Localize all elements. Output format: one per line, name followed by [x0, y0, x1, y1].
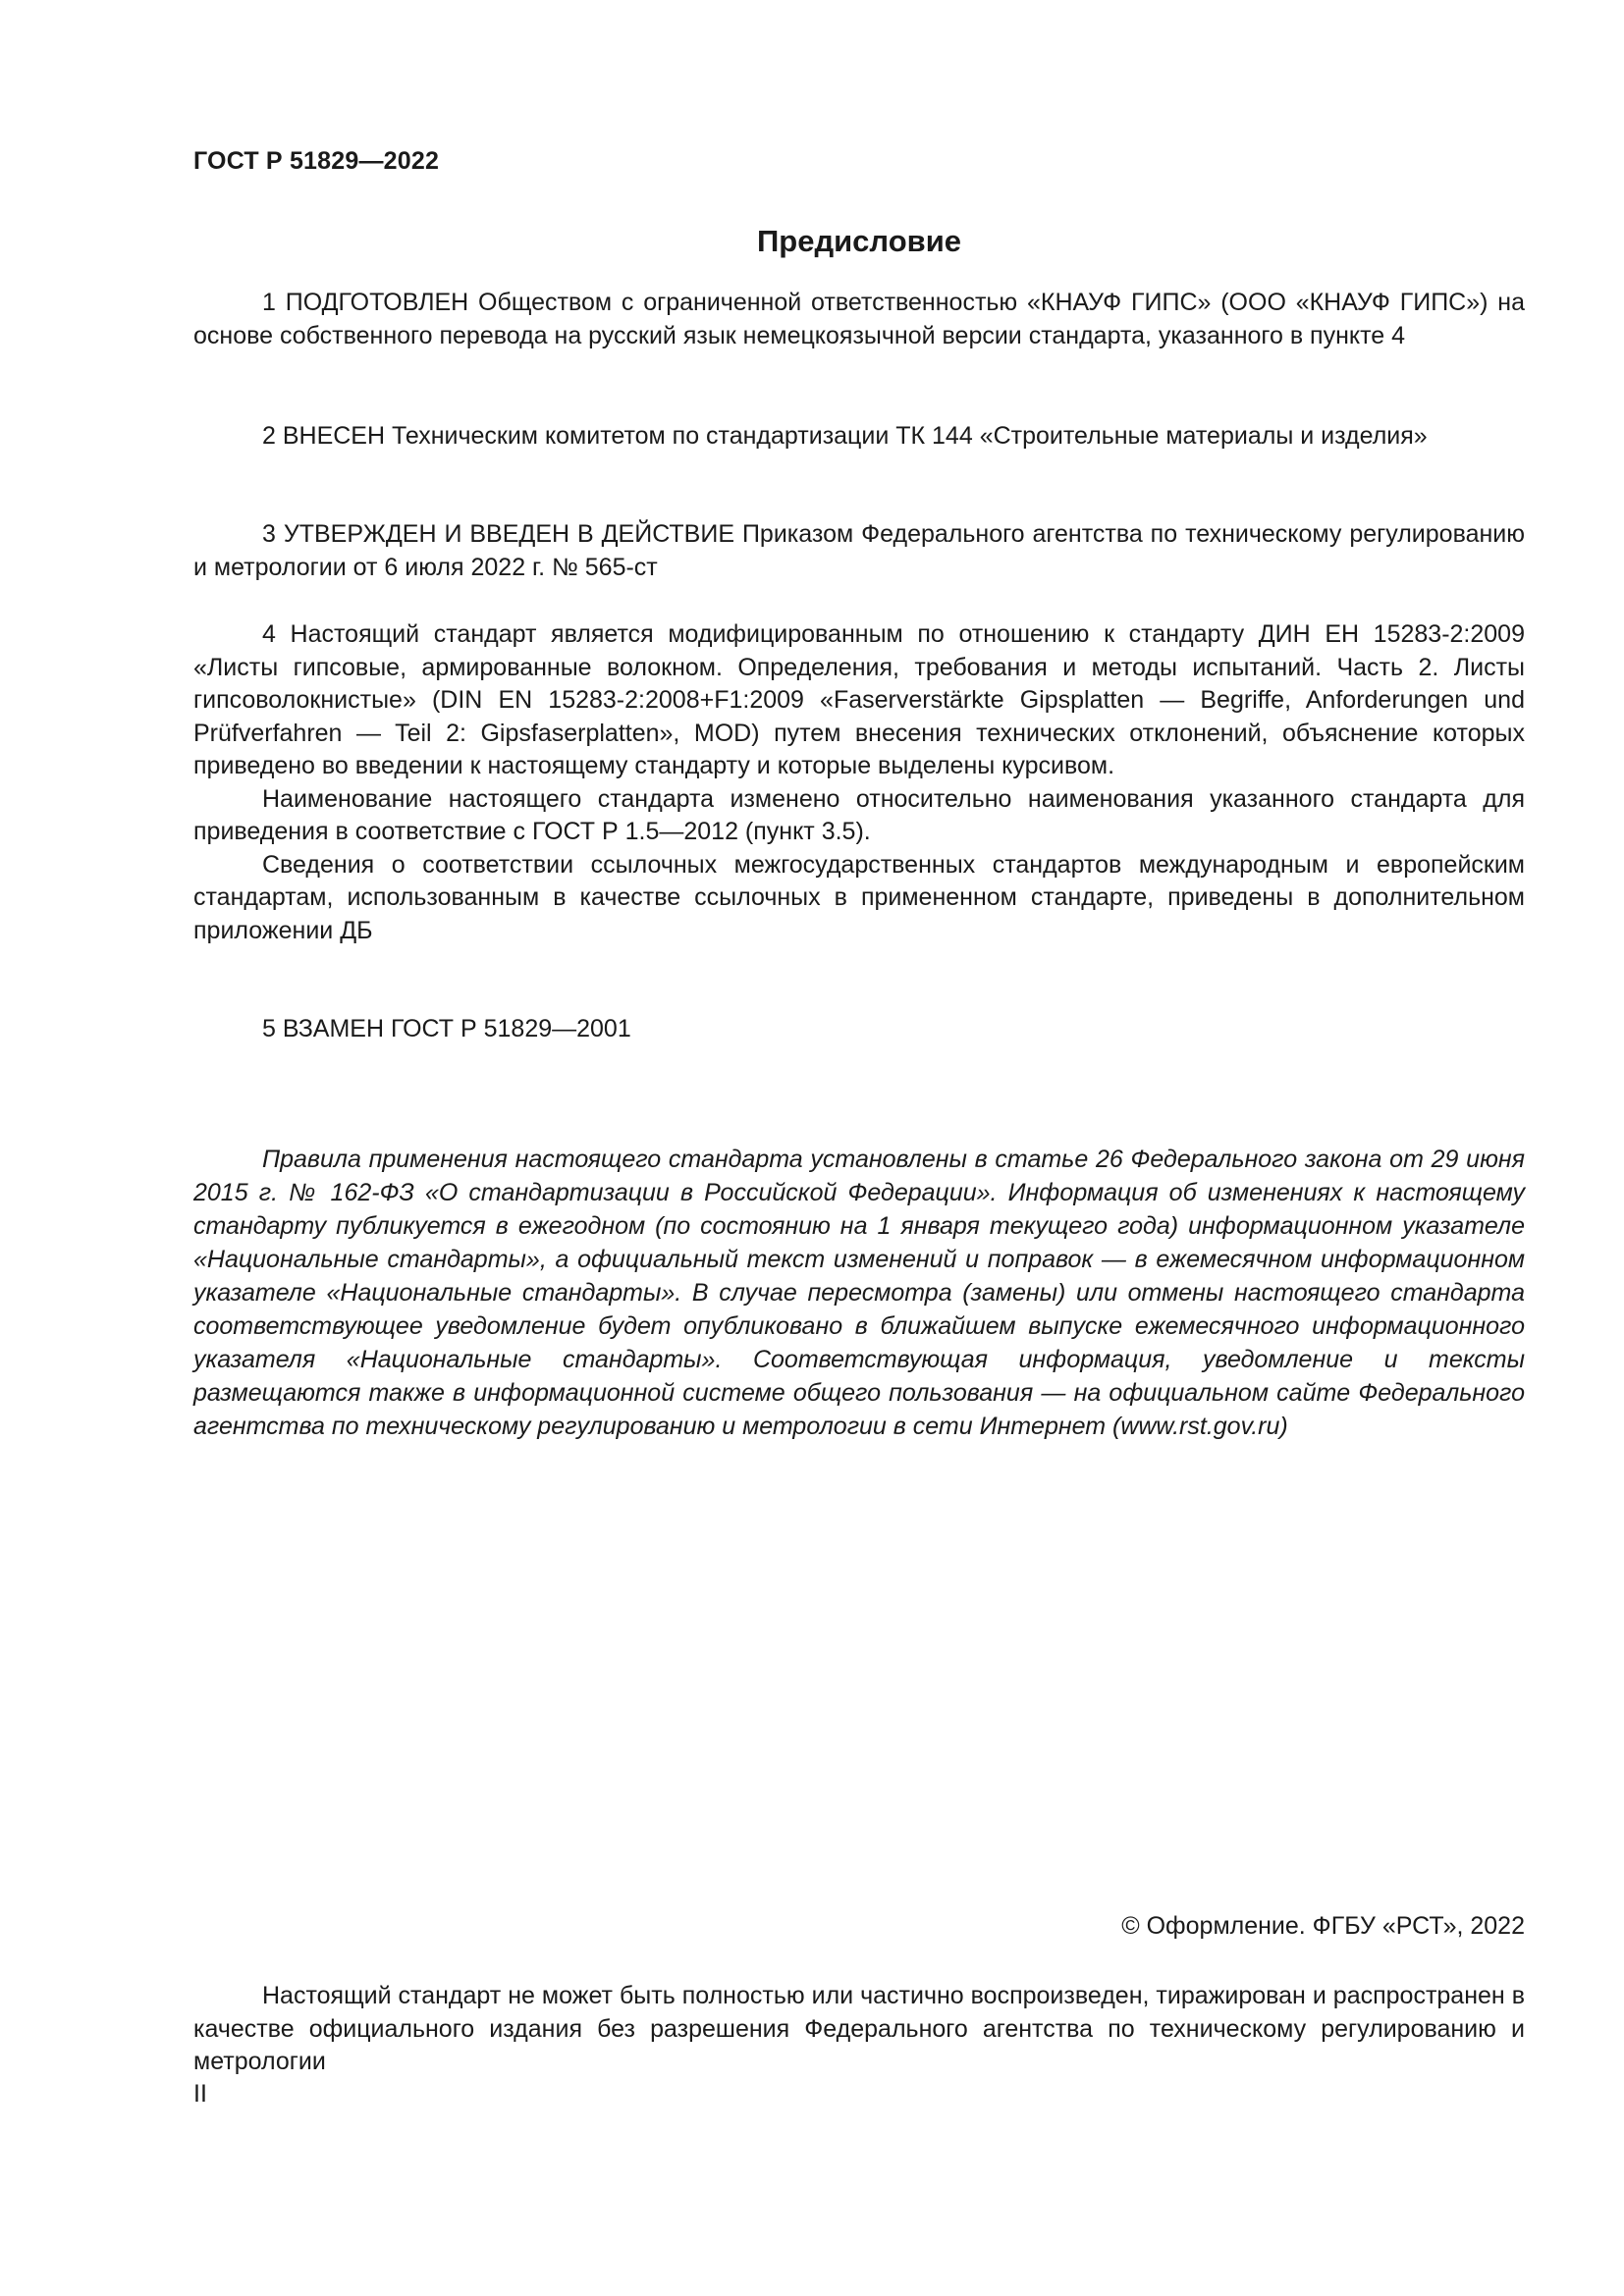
preface-item-5	[193, 1013, 1525, 1046]
page-title: Предисловие	[756, 224, 961, 258]
page-number: II	[193, 2080, 207, 2108]
document-code-header: ГОСТ Р 51829—2022	[193, 147, 440, 175]
preface-item-3-text: 3 УТВЕРЖДЕН И ВВЕДЕН В ДЕЙСТВИЕ Приказом Федерального агентства по техническому регулированию и метрологии от 6 июля 2022 г. № 565-ст	[193, 520, 1525, 581]
preface-item-4	[193, 618, 1525, 947]
preface-item-3	[193, 518, 1525, 584]
preface-item-4-paragraph-2: Наименование настоящего стандарта изменено относительно наименования указанного стандарта для приведения в соответствие с ГОСТ Р 1.5—2012 (пункт 3.5).	[193, 784, 1525, 845]
rules-notice	[193, 1143, 1525, 1443]
reproduction-notice	[193, 1980, 1525, 2079]
preface-item-1-text: 1 ПОДГОТОВЛЕН Обществом с ограниченной ответственностью «КНАУФ ГИПС» (ООО «КНАУФ ГИПС») на основе собственного перевода на русский язык немецкоязычной версии стандарта, указанного в пункте 4	[193, 289, 1525, 349]
reproduction-notice-text: Настоящий стандарт не может быть полностью или частично воспроизведен, тиражирован и распространен в качестве официального издания без разрешения Федерального агентства по техническому регулированию и метрологии	[193, 1982, 1525, 2075]
preface-item-2-text: 2 ВНЕСЕН Техническим комитетом по стандартизации ТК 144 «Строительные материалы и изделия»	[262, 422, 1428, 450]
copyright-line: © Оформление. ФГБУ «РСТ», 2022	[1121, 1912, 1525, 1940]
rules-notice-text: Правила применения настоящего стандарта установлены в статье 26 Федерального закона от 29 июня 2015 г. № 162-ФЗ «О стандартизации в Российской Федерации». Информация об изменениях к настоящему стандарту публикуется в ежегодном (по состоянию на 1 января текущего года) информационном указателе «Национальные стандарты», а официальный текст изменений и поправок — в ежемесячном информационном указателе «Национальные стандарты». В случае пересмотра (замены) или отмены настоящего стандарта соответствующее уведомление будет опубликовано в ближайшем выпуске ежемесячного информационного указателя «Национальные стандарты». Соответствующая информация, уведомление и тексты размещаются также в информационной системе общего пользования — на официальном сайте Федерального агентства по техническому регулированию и метрологии в сети Интернет (www.rst.gov.ru)	[193, 1146, 1525, 1440]
preface-item-1	[193, 287, 1525, 352]
preface-item-4-paragraph-1: 4 Настоящий стандарт является модифицированным по отношению к стандарту ДИН ЕН 15283-2:2009 «Листы гипсовые, армированные волокном. Определения, требования и методы испытаний. Часть 2. Листы гипсоволокнистые» (DIN EN 15283-2:2008+F1:2009 «Faserverstärkte Gipsplatten — Begriffe, Anforderungen und Prüfverfahren — Teil 2: Gipsfaserplatten», MOD) путем внесения технических отклонений, объяснение которых приведено во введении к настоящему стандарту и которые выделены курсивом.	[193, 620, 1525, 779]
preface-item-5-text: 5 ВЗАМЕН ГОСТ Р 51829—2001	[262, 1015, 631, 1042]
preface-item-4-paragraph-3: Сведения о соответствии ссылочных межгосударственных стандартов международным и европейским стандартам, использованным в качестве ссылочных в примененном стандарте, приведены в дополнительном приложении ДБ	[193, 850, 1525, 944]
preface-item-2	[193, 420, 1525, 454]
